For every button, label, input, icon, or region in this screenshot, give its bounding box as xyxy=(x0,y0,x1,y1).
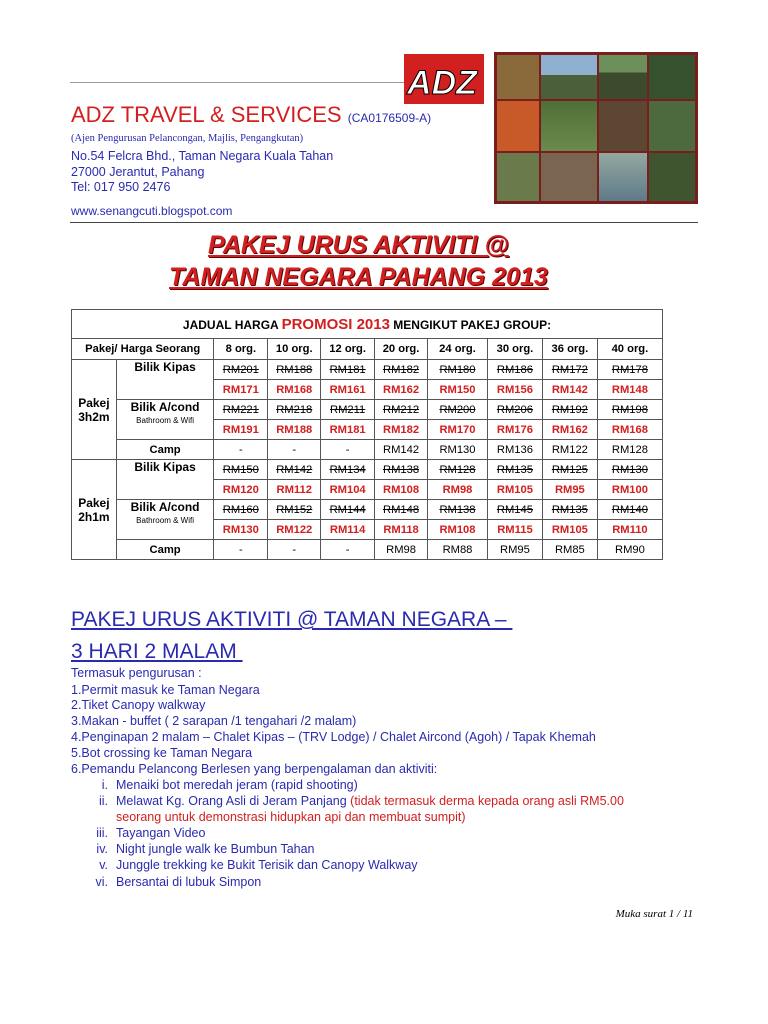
price-cell: RM181 xyxy=(321,360,375,380)
room-type-kipas: Bilik Kipas xyxy=(116,360,214,400)
price-cell: RM186 xyxy=(487,360,542,380)
price-cell: RM140 xyxy=(597,500,662,520)
item-1: 1.Permit masuk ke Taman Negara xyxy=(71,683,260,697)
subitem-text: Junggle trekking ke Bukit Terisik dan Canopy Walkway xyxy=(116,858,418,872)
promo-label: PROMOSI 2013 xyxy=(281,315,390,333)
price-cell: RM112 xyxy=(268,480,321,500)
website-link[interactable]: www.senangcuti.blogspot.com xyxy=(71,204,233,218)
subitem-text: Melawat Kg. Orang Asli di Jeram Panjang (tidak termasuk derma kepada orang asli RM5.00 xyxy=(116,794,624,808)
subitem-text: Night jungle walk ke Bumbun Tahan xyxy=(116,842,315,856)
package-name: Pakej 3h2m xyxy=(72,360,117,460)
subitem-text: Tayangan Video xyxy=(116,826,206,840)
photo-group xyxy=(541,55,597,99)
company-name: ADZ TRAVEL & SERVICES (CA0176509-A) xyxy=(71,102,432,127)
price-cell: RM150 xyxy=(214,460,268,480)
price-cell: - xyxy=(268,540,321,560)
column-header: 20 org. xyxy=(375,339,428,360)
room-type-note: Bathroom & Wifi xyxy=(136,416,194,425)
price-cell: RM118 xyxy=(375,520,428,540)
logo-text: ADZ xyxy=(407,64,477,102)
price-cell: RM130 xyxy=(214,520,268,540)
photo-collage xyxy=(494,52,698,204)
price-cell: RM105 xyxy=(487,480,542,500)
price-cell: RM152 xyxy=(268,500,321,520)
photo-crowd xyxy=(599,55,647,99)
column-header: 40 org. xyxy=(597,339,662,360)
price-cell: RM122 xyxy=(542,440,597,460)
item-6: 6.Pemandu Pelancong Berlesen yang berpengalaman dan aktiviti: xyxy=(71,762,438,776)
price-cell: RM161 xyxy=(321,380,375,400)
telephone: Tel: 017 950 2476 xyxy=(71,180,171,194)
price-cell: RM134 xyxy=(321,460,375,480)
price-cell: - xyxy=(214,540,268,560)
room-type-acond xyxy=(116,400,214,440)
subitem-note: (tidak termasuk derma kepada orang asli RM5.00 xyxy=(350,794,624,808)
price-cell: RM130 xyxy=(427,440,487,460)
price-cell: RM191 xyxy=(214,420,268,440)
item-5: 5.Bot crossing ke Taman Negara xyxy=(71,746,253,760)
price-cell: RM104 xyxy=(321,480,375,500)
price-cell: RM188 xyxy=(268,360,321,380)
photo-people xyxy=(497,101,539,151)
price-cell: RM85 xyxy=(542,540,597,560)
price-cell: RM212 xyxy=(375,400,428,420)
address-line-1: No.54 Felcra Bhd., Taman Negara Kuala Tahan xyxy=(71,149,334,163)
address-line-2: 27000 Jerantut, Pahang xyxy=(71,165,205,179)
registration-number: (CA0176509-A) xyxy=(347,111,432,125)
price-cell: RM95 xyxy=(487,540,542,560)
price-cell: RM181 xyxy=(321,420,375,440)
price-cell: RM125 xyxy=(542,460,597,480)
main-title-line-1: PAKEJ URUS AKTIVITI @ xyxy=(208,231,509,259)
price-cell: RM200 xyxy=(427,400,487,420)
price-cell: RM95 xyxy=(542,480,597,500)
photo-forest xyxy=(649,55,695,99)
section-heading-2: 3 HARI 2 MALAM xyxy=(71,640,243,663)
price-cell: RM168 xyxy=(268,380,321,400)
price-cell: RM115 xyxy=(487,520,542,540)
price-cell: RM128 xyxy=(427,460,487,480)
price-cell: RM110 xyxy=(597,520,662,540)
price-cell: RM142 xyxy=(375,440,428,460)
subitem-number: i. xyxy=(101,778,108,792)
price-cell: RM148 xyxy=(597,380,662,400)
subitem-text: Menaiki bot meredah jeram (rapid shooting) xyxy=(116,778,358,792)
price-cell: RM168 xyxy=(597,420,662,440)
price-cell: RM135 xyxy=(487,460,542,480)
price-cell: RM162 xyxy=(542,420,597,440)
price-cell: RM148 xyxy=(375,500,428,520)
price-cell: RM170 xyxy=(427,420,487,440)
price-cell: RM201 xyxy=(214,360,268,380)
subitem-note-continued: seorang untuk demonstrasi hidupkan api dan membuat sumpit) xyxy=(116,810,466,824)
page-number: Muka surat 1 / 11 xyxy=(615,908,693,920)
price-cell: RM128 xyxy=(597,440,662,460)
adz-logo xyxy=(398,52,490,108)
price-cell: RM182 xyxy=(375,360,428,380)
price-cell: RM108 xyxy=(375,480,428,500)
section-heading-1: PAKEJ URUS AKTIVITI @ TAMAN NEGARA – xyxy=(71,608,513,631)
room-type-note: Bathroom & Wifi xyxy=(136,516,194,525)
photo-trail xyxy=(497,153,539,201)
column-header: 36 org. xyxy=(542,339,597,360)
price-cell: RM182 xyxy=(375,420,428,440)
price-cell: RM90 xyxy=(597,540,662,560)
agency-description: (Ajen Pengurusan Pelancongan, Majlis, Pengangkutan) xyxy=(71,133,304,144)
header-label: Pakej/ Harga Seorang xyxy=(72,339,214,360)
table-caption: JADUAL HARGA PROMOSI 2013 MENGIKUT PAKEJ GROUP: xyxy=(72,310,663,339)
price-cell: RM138 xyxy=(427,500,487,520)
price-cell: - xyxy=(321,540,375,560)
column-header: 12 org. xyxy=(321,339,375,360)
price-cell: RM100 xyxy=(597,480,662,500)
subitem-number: vi. xyxy=(95,875,108,889)
price-cell: RM180 xyxy=(427,360,487,380)
photo-camp xyxy=(649,153,695,201)
price-cell: RM136 xyxy=(487,440,542,460)
price-cell: RM162 xyxy=(375,380,428,400)
room-type-kipas: Bilik Kipas xyxy=(116,460,214,500)
price-table xyxy=(71,309,663,560)
price-cell: RM211 xyxy=(321,400,375,420)
price-cell: RM221 xyxy=(214,400,268,420)
column-header: 8 org. xyxy=(214,339,268,360)
price-cell: RM206 xyxy=(487,400,542,420)
price-cell: RM160 xyxy=(214,500,268,520)
subitem-number: ii. xyxy=(98,794,108,808)
price-cell: RM188 xyxy=(268,420,321,440)
main-title-line-2: TAMAN NEGARA PAHANG 2013 xyxy=(169,263,548,291)
room-type-camp: Camp xyxy=(116,440,214,460)
photo-river xyxy=(599,153,647,201)
room-type-label: Bilik A/cond xyxy=(130,400,200,414)
price-cell: RM145 xyxy=(487,500,542,520)
price-cell: RM198 xyxy=(597,400,662,420)
price-cell: - xyxy=(268,440,321,460)
item-4: 4.Penginapan 2 malam – Chalet Kipas – (TRV Lodge) / Chalet Aircond (Agoh) / Tapak Khemah xyxy=(71,730,596,744)
price-cell: RM144 xyxy=(321,500,375,520)
photo-boat xyxy=(599,101,647,151)
column-header: 10 org. xyxy=(268,339,321,360)
photo-canopy xyxy=(541,101,597,151)
photo-jungle xyxy=(649,101,695,151)
price-cell: RM135 xyxy=(542,500,597,520)
price-cell: RM98 xyxy=(375,540,428,560)
header-divider xyxy=(70,222,698,223)
subitem-number: iv. xyxy=(96,842,108,856)
price-cell: RM171 xyxy=(214,380,268,400)
item-2: 2.Tiket Canopy walkway xyxy=(71,698,206,712)
price-cell: RM122 xyxy=(268,520,321,540)
price-cell: RM142 xyxy=(542,380,597,400)
subitem-number: iii. xyxy=(96,826,108,840)
photo-banner xyxy=(497,55,539,99)
photo-village xyxy=(541,153,597,201)
price-cell: RM172 xyxy=(542,360,597,380)
price-cell: RM130 xyxy=(597,460,662,480)
price-cell: RM120 xyxy=(214,480,268,500)
price-cell: RM142 xyxy=(268,460,321,480)
room-type-acond xyxy=(116,500,214,540)
price-cell: RM218 xyxy=(268,400,321,420)
price-cell: - xyxy=(214,440,268,460)
price-cell: RM88 xyxy=(427,540,487,560)
subitem-text: Bersantai di lubuk Simpon xyxy=(116,875,262,889)
room-type-label: Bilik A/cond xyxy=(130,500,200,514)
package-name: Pakej 2h1m xyxy=(72,460,117,560)
price-cell: RM114 xyxy=(321,520,375,540)
price-cell: RM108 xyxy=(427,520,487,540)
price-cell: RM178 xyxy=(597,360,662,380)
column-header: 30 org. xyxy=(487,339,542,360)
price-cell: RM98 xyxy=(427,480,487,500)
price-cell: RM156 xyxy=(487,380,542,400)
column-header: 24 org. xyxy=(427,339,487,360)
price-cell: RM150 xyxy=(427,380,487,400)
price-cell: RM138 xyxy=(375,460,428,480)
price-cell: - xyxy=(321,440,375,460)
price-cell: RM105 xyxy=(542,520,597,540)
price-cell: RM176 xyxy=(487,420,542,440)
price-cell: RM192 xyxy=(542,400,597,420)
includes-intro: Termasuk pengurusan : xyxy=(71,666,202,680)
subitem-number: v. xyxy=(99,858,108,872)
room-type-camp: Camp xyxy=(116,540,214,560)
item-3: 3.Makan - buffet ( 2 sarapan /1 tengahari /2 malam) xyxy=(71,714,357,728)
